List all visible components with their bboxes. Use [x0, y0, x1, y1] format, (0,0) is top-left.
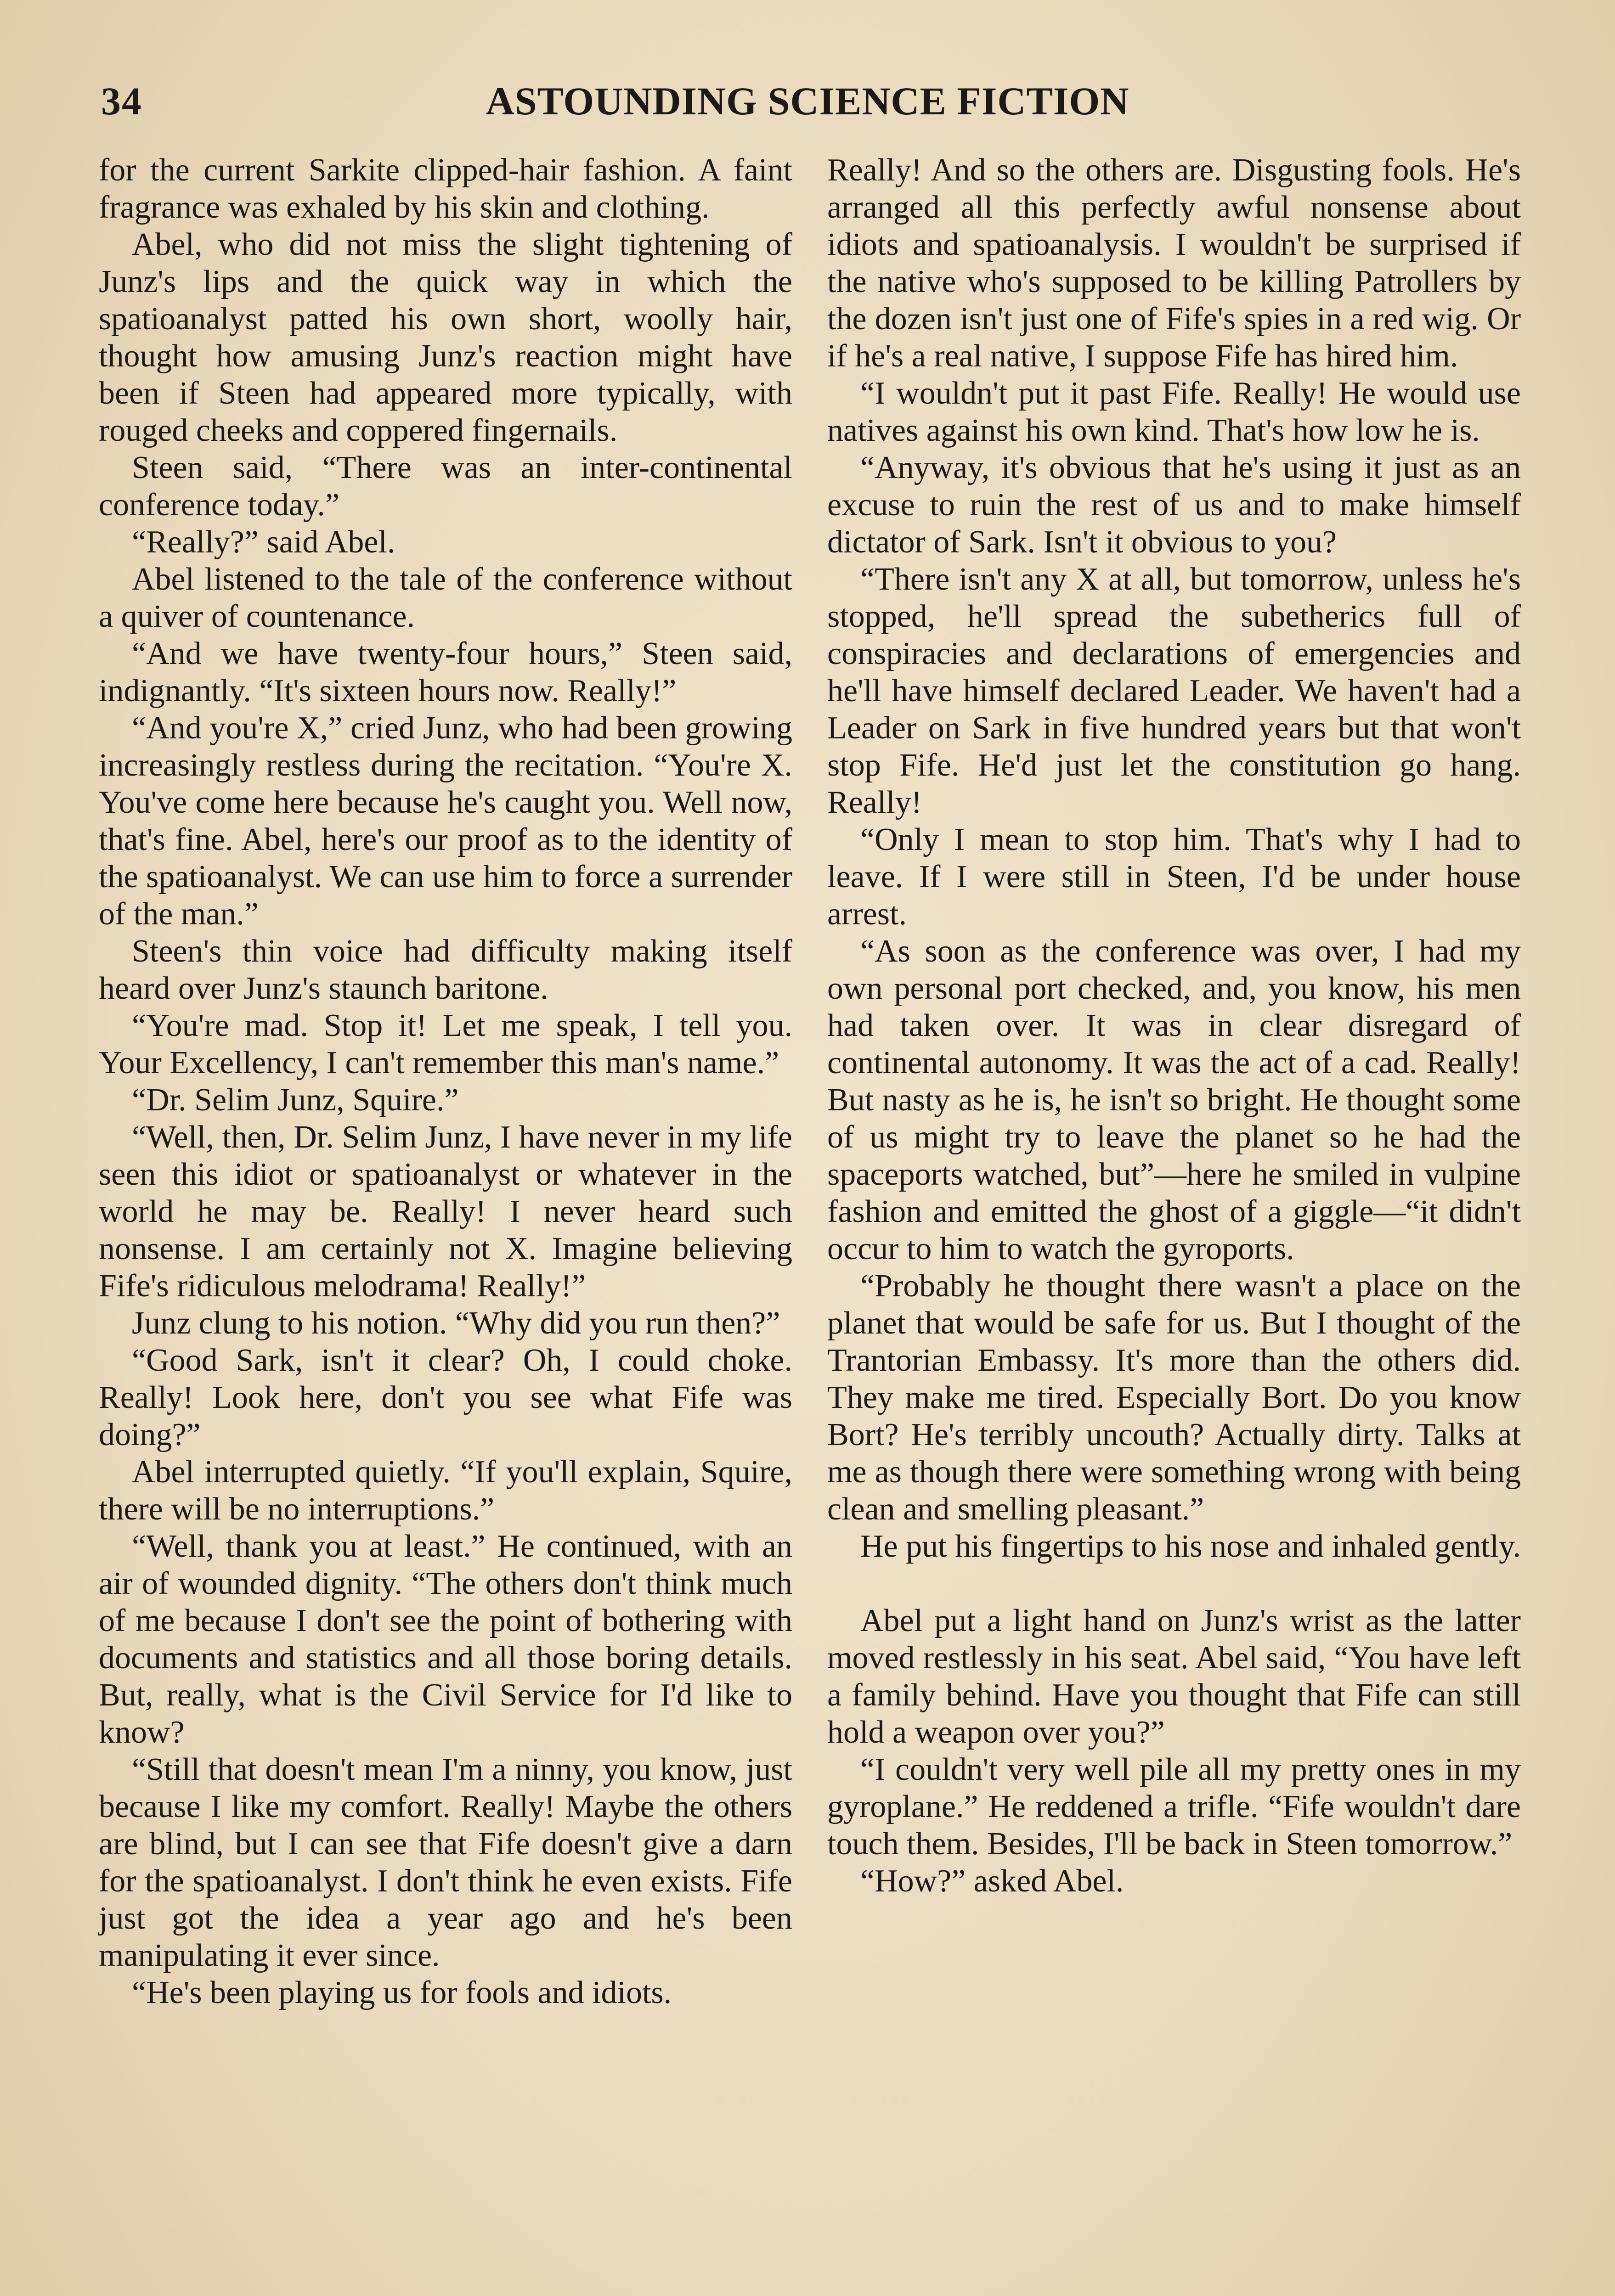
paragraph: Abel, who did not miss the slight tightening of Junz's lips and the quick way in which the spatioanalyst patted his own short, woolly hair, thought how amusing Junz's reaction might have been if Steen had appeared more typically, with rouged cheeks and coppered fingernails. [99, 227, 792, 448]
paragraph: “I couldn't very well pile all my pretty ones in my gyroplane.” He reddened a trifle. “Fife wouldn't dare touch them. Besides, I'll be back in Steen tomorrow.” [827, 1752, 1521, 1862]
left-column [99, 152, 792, 2296]
paragraph: “Good Sark, isn't it clear? Oh, I could choke. Really! Look here, don't you see what Fife was doing?” [99, 1343, 792, 1452]
paragraph: “Dr. Selim Junz, Squire.” [132, 1082, 459, 1118]
paragraph: Abel listened to the tale of the conference without a quiver of countenance. [99, 562, 792, 634]
paragraph: “And we have twenty-four hours,” Steen said, indignantly. “It's sixteen hours now. Really!” [99, 636, 792, 709]
section-break [827, 1565, 1521, 1602]
paragraph: “He's been playing us for fools and idiots. [132, 1975, 672, 2010]
paragraph: He put his fingertips to his nose and inhaled gently. [860, 1529, 1521, 1564]
paragraph: Abel put a light hand on Junz's wrist as the latter moved restlessly in his seat. Abel said, “You have left a family behind. Have you thought that Fife can still hold a weapon over you?” [827, 1603, 1521, 1750]
paragraph: “I wouldn't put it past Fife. Really! He would use natives against his own kind. That's how low he is. [827, 376, 1521, 448]
paragraph: “Really?” said Abel. [132, 524, 395, 560]
page-header [101, 69, 1514, 133]
paragraph: “Still that doesn't mean I'm a ninny, you know, just because I like my comfort. Really! Maybe the others are blind, but I can see that Fife doesn't give a darn for the spatioanalyst. I don't think he even exists. Fife just got the idea a year ago and he's been manipulating it ever since. [99, 1752, 792, 1973]
page-number: 34 [101, 79, 142, 123]
paragraph: “You're mad. Stop it! Let me speak, I tell you. Your Excellency, I can't remember this man's name.” [99, 1008, 792, 1080]
right-column [827, 152, 1521, 2296]
running-head: ASTOUNDING SCIENCE FICTION [486, 79, 1129, 123]
paragraph: Steen said, “There was an inter-continental conference today.” [99, 450, 792, 523]
paragraph: “Anyway, it's obvious that he's using it just as an excuse to ruin the rest of us and to make himself dictator of Sark. Isn't it obvious to you? [827, 450, 1521, 560]
paragraph: “As soon as the conference was over, I had my own personal port checked, and, you know, his men had taken over. It was in clear disregard of continental autonomy. It was the act of a cad. Really! But nasty as he is, he isn't so bright. He thought some of us might try to leave the planet so he had the spaceports watched, but”—here he smiled in vulpine fashion and emitted the ghost of a giggle—“it didn't occur to him to watch the gyroports. [827, 934, 1521, 1266]
paragraph: “And you're X,” cried Junz, who had been growing increasingly restless during the recitation. “You're X. You've come here because he's caught you. Well now, that's fine. Abel, here's our proof as to the identity of the spatioanalyst. We can use him to force a surrender of the man.” [99, 710, 792, 932]
paragraph: Junz clung to his notion. “Why did you run then?” [132, 1306, 780, 1341]
paragraph: “How?” asked Abel. [860, 1863, 1124, 1899]
paragraph: “There isn't any X at all, but tomorrow, unless he's stopped, he'll spread the subetherics full of conspiracies and declarations of emergencies and he'll have himself declared Leader. We haven't had a Leader on Sark in five hundred years but that won't stop Fife. He'd just let the constitution go hang. Really! [827, 562, 1521, 820]
paragraph: Abel interrupted quietly. “If you'll explain, Squire, there will be no interruptions.” [99, 1454, 792, 1527]
paragraph: “Only I mean to stop him. That's why I had to leave. If I were still in Steen, I'd be under house arrest. [827, 822, 1521, 932]
paragraph: “Well, thank you at least.” He continued, with an air of wounded dignity. “The others don't think much of me because I don't see the point of bothering with documents and statistics and all those boring details. But, really, what is the Civil Service for I'd like to know? [99, 1529, 792, 1750]
paragraph: for the current Sarkite clipped-hair fashion. A faint fragrance was exhaled by his skin and clothing. [99, 152, 792, 225]
paragraph: Really! And so the others are. Disgusting fools. He's arranged all this perfectly awful nonsense about idiots and spatioanalysis. I wouldn't be surprised if the native who's supposed to be killing Patrollers by the dozen isn't just one of Fife's spies in a red wig. Or if he's a real native, I suppose Fife has hired him. [827, 152, 1521, 374]
paragraph: Steen's thin voice had difficulty making itself heard over Junz's staunch baritone. [99, 934, 792, 1006]
paragraph: “Well, then, Dr. Selim Junz, I have never in my life seen this idiot or spatioanalyst or whatever in the world he may be. Really! I never heard such nonsense. I am certainly not X. Imagine believing Fife's ridiculous melodrama! Really!” [99, 1120, 792, 1304]
text-columns [99, 152, 1521, 2296]
paragraph: “Probably he thought there wasn't a place on the planet that would be safe for us. But I thought of the Trantorian Embassy. It's more than the others did. They make me tired. Especially Bort. Do you know Bort? He's terribly uncouth? Actually dirty. Talks at me as though there were something wrong with being clean and smelling pleasant.” [827, 1268, 1521, 1527]
